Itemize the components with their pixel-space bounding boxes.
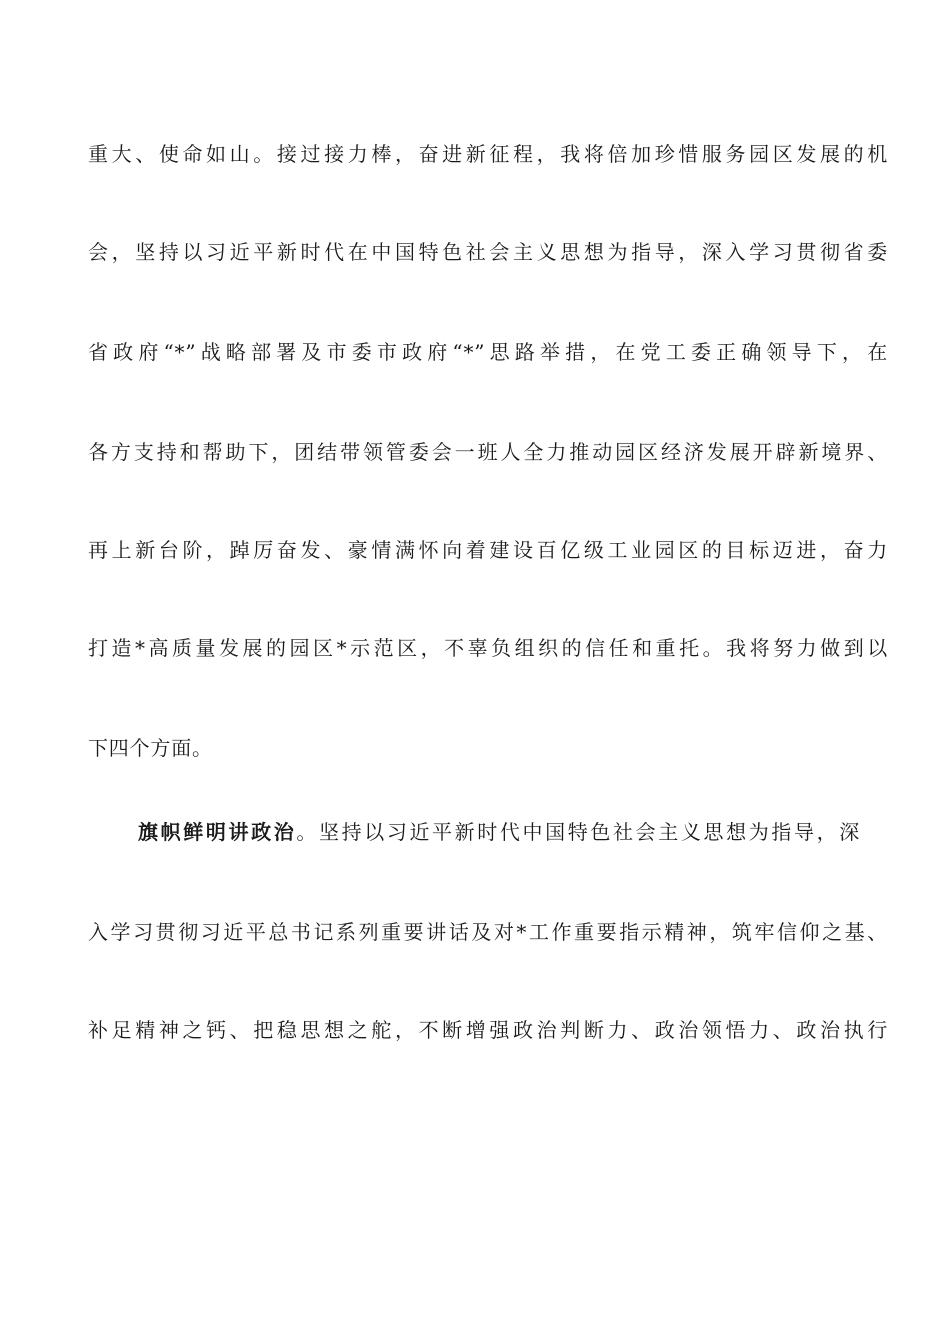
section-first-line-text: 。坚持以习近平新时代中国特色社会主义思想为指导，深 — [296, 820, 860, 844]
section-line-3: 补足精神之钙、把稳思想之舵，不断增强政治判断力、政治领悟力、政治执行 — [88, 1018, 888, 1042]
paragraph-line-7: 下四个方面。 — [88, 736, 213, 760]
section-line-2: 入学习贯彻习近平总书记系列重要讲话及对*工作重要指示精神，筑牢信仰之基、 — [88, 920, 888, 944]
paragraph-line-3: 省政府“*”战略部署及市委市政府“*”思路举措，在党工委正确领导下，在 — [88, 340, 888, 364]
paragraph-line-5: 再上新台阶，踔厉奋发、豪情满怀向着建设百亿级工业园区的目标迈进，奋力 — [88, 538, 888, 562]
paragraph-line-6: 打造*高质量发展的园区*示范区，不辜负组织的信任和重托。我将努力做到以 — [88, 636, 888, 660]
section-first-line — [138, 820, 860, 844]
paragraph-line-4: 各方支持和帮助下，团结带领管委会一班人全力推动园区经济发展开辟新境界、 — [88, 440, 888, 464]
section-heading: 旗帜鲜明讲政治 — [138, 820, 297, 844]
paragraph-line-1: 重大、使命如山。接过接力棒，奋进新征程，我将倍加珍惜服务园区发展的机 — [88, 142, 888, 166]
paragraph-line-2: 会，坚持以习近平新时代在中国特色社会主义思想为指导，深入学习贯彻省委 — [88, 240, 888, 264]
